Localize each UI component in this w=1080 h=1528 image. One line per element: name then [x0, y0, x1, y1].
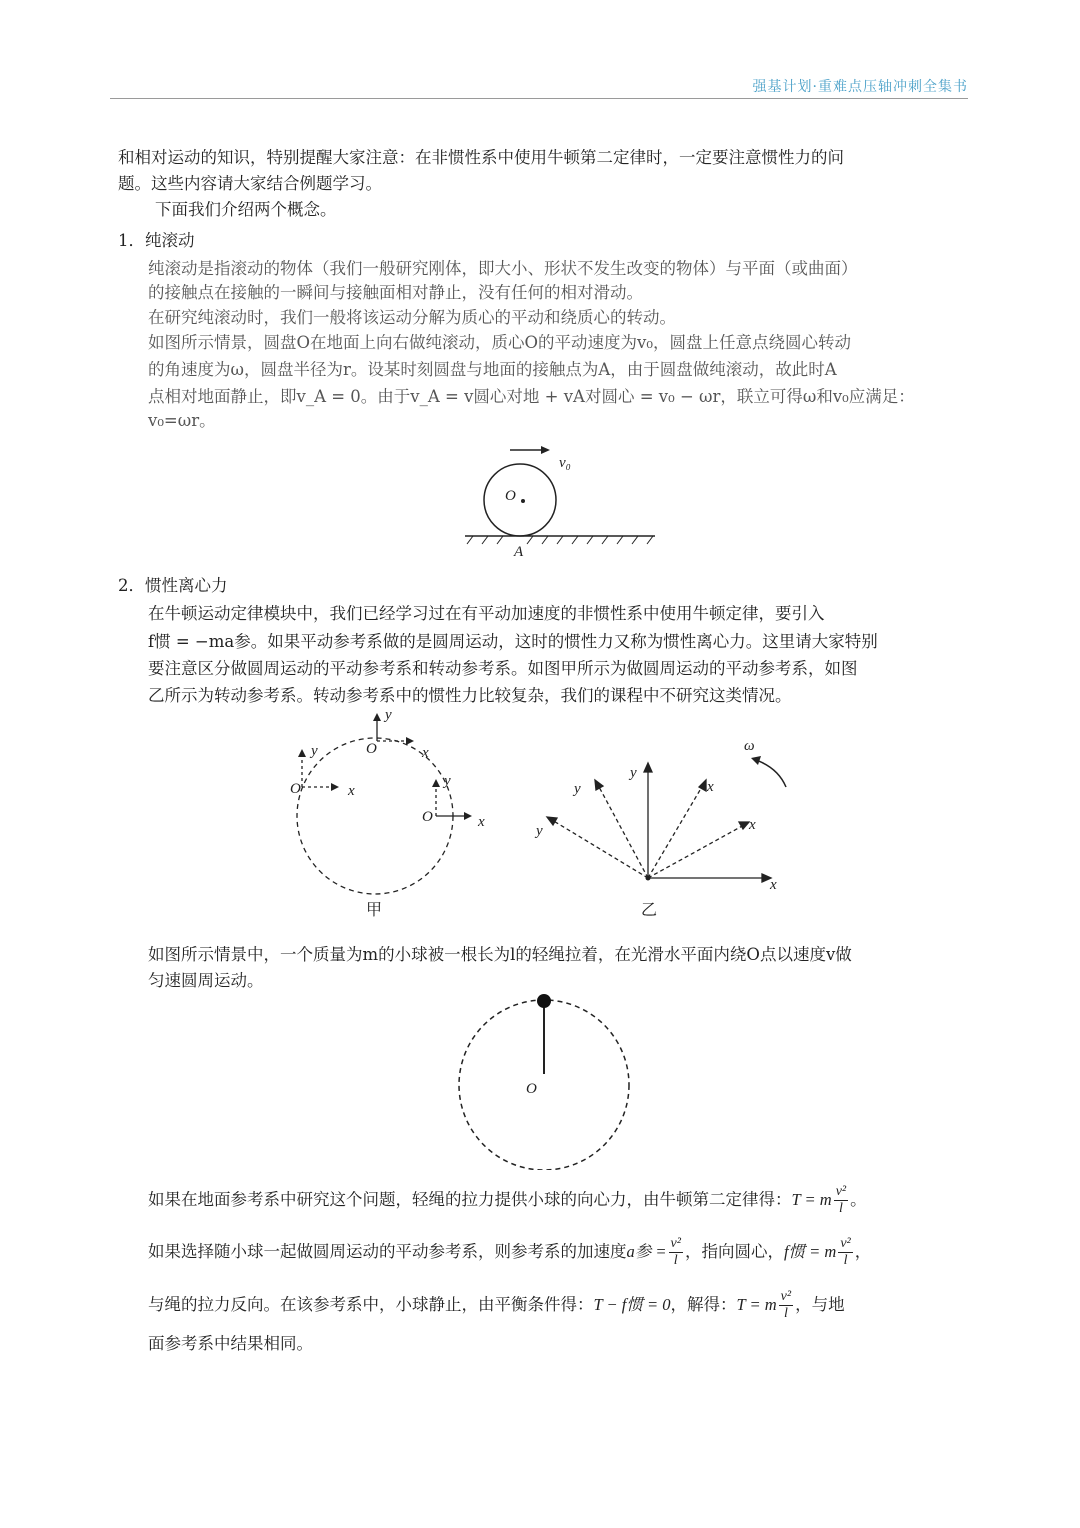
ball-string-figure [450, 990, 640, 1170]
contact-label: A [514, 544, 524, 560]
svg-text:O: O [290, 781, 301, 797]
svg-text:O: O [422, 809, 433, 825]
def-line-2: 的接触点在接触的一瞬间与接触面相对静止，没有任何的相对滑动。 [148, 283, 643, 302]
y-rot-1: y [574, 781, 581, 797]
velocity-arrow-head [541, 446, 550, 454]
section-2-line-2: f惯 = −ma参。如果平动参考系做的是圆周运动，这时的惯性力又称为惯性离心力。这里请大家特别 [148, 632, 878, 651]
section-2-line-1: 在牛顿运动定律模块中，我们已经学习过在有平动加速度的非惯性系中使用牛顿定律，要引入 [148, 604, 825, 623]
svg-text:y: y [311, 743, 318, 759]
frame-left [290, 743, 355, 799]
example-line-1: 如图所示情景，圆盘O在地面上向右做纯滚动，质心O的平动速度为v₀，圆盘上任意点绕圆心转动 [148, 333, 851, 352]
x-axis-label: x [770, 877, 777, 893]
solution-line-4: 面参考系中结果相同。 [148, 1334, 313, 1353]
example-line-3: 点相对地面静止，即v_A = 0。由于v_A = v圆心对地 + vA对圆心 = v₀ − ωr，联立可得ω和v₀应满足：v₀=ωr。 [148, 387, 915, 430]
page-header [110, 70, 968, 99]
translational-frame-figure [280, 705, 500, 920]
rotating-frame-figure [530, 735, 800, 920]
caption-jia: 甲 [366, 900, 383, 919]
y-axis-label: y [630, 765, 637, 781]
svg-text:x: x [348, 783, 355, 799]
intro-line-1: 和相对运动的知识，特别提醒大家注意：在非惯性系中使用牛顿第二定律时，一定要注意惯性力的问 [118, 148, 844, 167]
def-line-1: 纯滚动是指滚动的物体（我们一般研究刚体，即大小、形状不发生改变的物体）与平面（或曲面） [148, 259, 858, 278]
solution-line-2: 如果选择随小球一起做圆周运动的平动参考系，则参考系的加速度 a参 = $\frac{\text{v²}}{l}$ ，指向圆心， f惯 = m $\frac{\text{v²}}{l}$ ， [148, 1235, 872, 1268]
y-rot-2: y [536, 823, 543, 839]
svg-text:y: y [444, 773, 451, 789]
caption-yi: 乙 [641, 900, 658, 919]
def-line-3: 在研究纯滚动时，我们一般将该运动分解为质心的平动和绕质心的转动。 [148, 308, 676, 327]
svg-text:x: x [478, 814, 485, 830]
section-2-heading: 2．惯性离心力 [118, 576, 228, 595]
fraction: $\frac{\text{v²}}{l}$ [780, 1288, 792, 1321]
fraction: $\frac{\text{v²}}{l}$ [670, 1235, 681, 1268]
fraction: $\frac{\text{v²}}{l}$ [840, 1235, 851, 1268]
disc [484, 464, 556, 536]
intro-line-3: 下面我们介绍两个概念。 [155, 200, 337, 219]
svg-text:x: x [422, 745, 429, 761]
x-rot-1: x [707, 779, 714, 795]
fraction: $\frac{\text{v²}}{l}$ [835, 1183, 847, 1216]
frame-right [422, 773, 485, 830]
ground-hatch [467, 536, 653, 544]
frame-top [366, 707, 429, 761]
center-label: O [505, 488, 516, 504]
velocity-label: v₀ [559, 455, 571, 471]
section-2-line-4: 乙所示为转动参考系。转动参考系中的惯性力比较复杂，我们的课程中不研究这类情况。 [148, 686, 792, 705]
disc-center [521, 499, 525, 503]
svg-text:O: O [366, 741, 377, 757]
x-rot-2: x [749, 817, 756, 833]
section-1-heading: 1．纯滚动 [118, 231, 195, 250]
example-problem-line-1: 如图所示情景中，一个质量为m的小球被一根长为l的轻绳拉着，在光滑水平面内绕O点以速度v做 [148, 945, 852, 964]
rotation-arrow [756, 760, 786, 787]
omega-label: ω [744, 738, 755, 754]
ball [537, 994, 551, 1008]
solution-line-3: 与绳的拉力反向。在该参考系中，小球静止，由平衡条件得： T − f惯 = 0 ，解得： T = m $\frac{\text{v²}}{l}$ ，与地 [148, 1288, 845, 1321]
example-problem-line-2: 匀速圆周运动。 [148, 971, 264, 990]
rotation-arrow-head [751, 756, 761, 765]
header-title: 强基计划·重难点压轴冲刺全集书 [752, 79, 968, 95]
intro-line-2: 题。这些内容请大家结合例题学习。 [118, 174, 382, 193]
solution-line-1: 如果在地面参考系中研究这个问题，轻绳的拉力提供小球的向心力，由牛顿第二定律得： T = m $\frac{\text{v²}}{l}$ 。 [148, 1183, 867, 1216]
example-line-2: 的角速度为ω，圆盘半径为r。设某时刻圆盘与地面的接触点为A，由于圆盘做纯滚动，故此时A [148, 360, 837, 379]
svg-text:y: y [385, 707, 392, 723]
origin-point [646, 876, 651, 881]
center-label: O [526, 1081, 537, 1097]
rolling-disc-figure [455, 440, 665, 565]
section-2-line-3: 要注意区分做圆周运动的平动参考系和转动参考系。如图甲所示为做圆周运动的平动参考系，如图 [148, 659, 858, 678]
